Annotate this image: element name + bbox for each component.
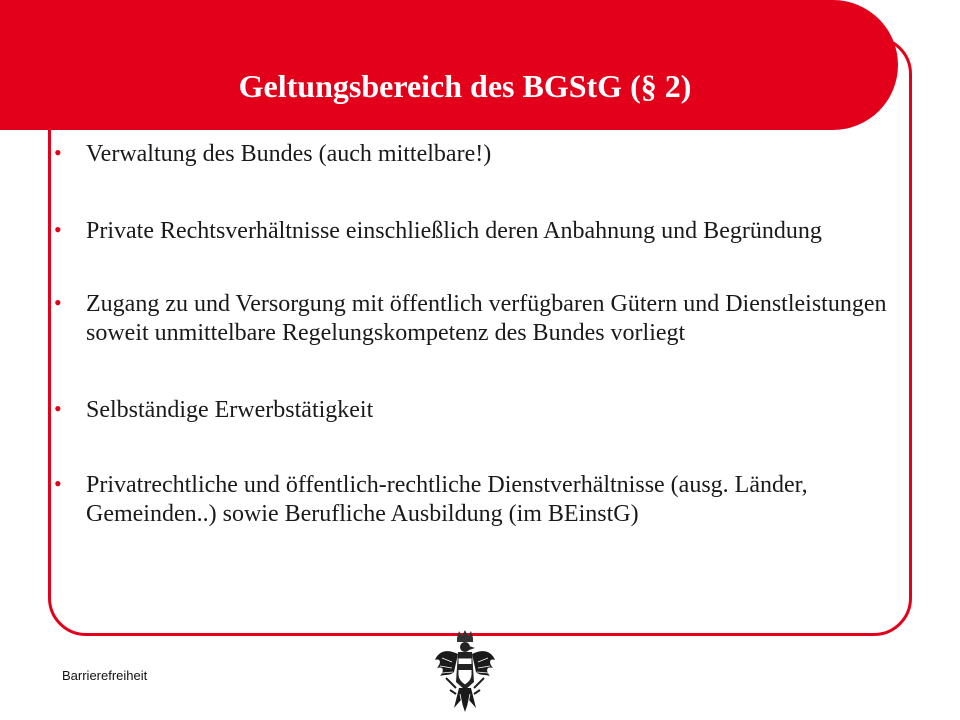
- bullet-text: Privatrechtliche und öffentlich-rechtliche Dienstverhältnisse (ausg. Länder, Gemeinden..) sowie Berufliche Ausbildung (im BEinstG): [86, 472, 808, 527]
- slide-title: Geltungsbereich des BGStG (§ 2): [238, 68, 692, 104]
- bullet-item: [52, 290, 912, 348]
- bullet-dot-icon: •: [54, 396, 62, 421]
- austrian-eagle-emblem-icon: [432, 628, 498, 716]
- bullet-dot-icon: •: [54, 217, 62, 242]
- title-banner: [0, 0, 898, 130]
- bullet-list: [52, 140, 912, 529]
- bullet-dot-icon: •: [54, 290, 62, 315]
- bullet-item: [52, 396, 912, 425]
- bullet-text: Private Rechtsverhältnisse einschließlich deren Anbahnung und Begründung: [86, 218, 822, 244]
- bullet-item: [52, 217, 912, 246]
- bullet-text: Zugang zu und Versorgung mit öffentlich verfügbaren Gütern und Dienstleistungen soweit unmittelbare Regelungskompetenz des Bundes vorliegt: [86, 291, 887, 346]
- bullet-text: Verwaltung des Bundes (auch mittelbare!): [86, 141, 492, 167]
- bullet-item: [52, 471, 912, 529]
- bullet-dot-icon: •: [54, 140, 62, 165]
- bullet-text: Selbständige Erwerbstätigkeit: [86, 397, 374, 423]
- footer-label: Barrierefreiheit: [62, 668, 148, 683]
- bullet-dot-icon: •: [54, 471, 62, 496]
- bullet-item: [52, 140, 912, 169]
